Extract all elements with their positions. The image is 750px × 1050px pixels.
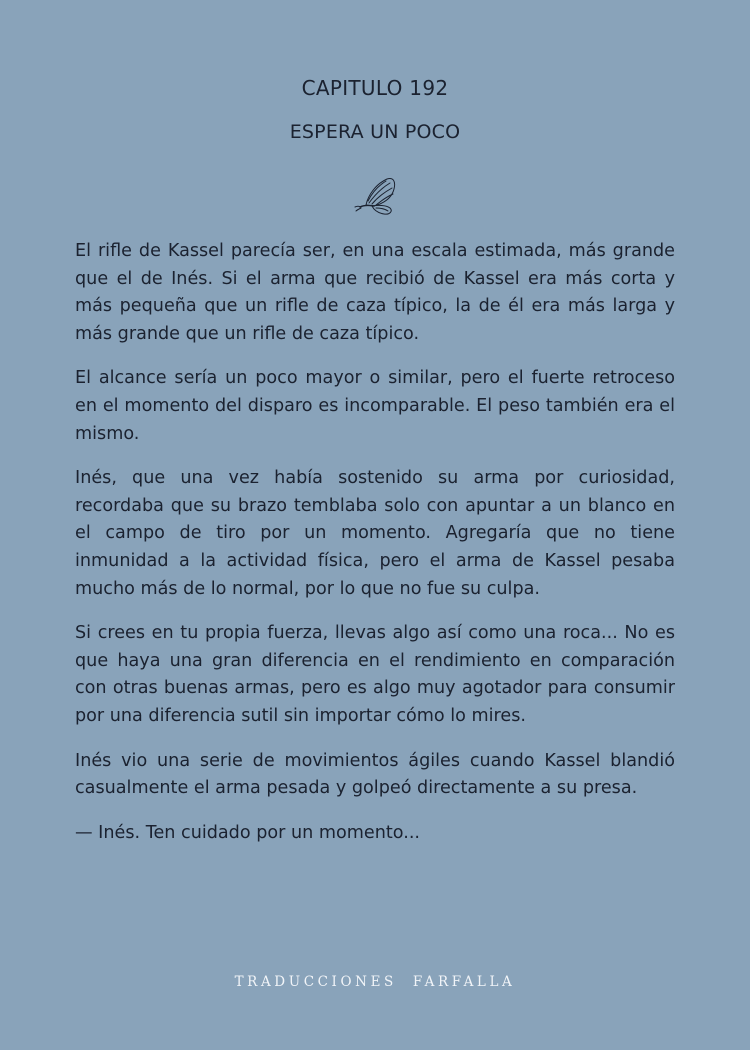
- chapter-body: [75, 238, 675, 864]
- paragraph: Inés, que una vez había sostenido su arma por curiosidad, recordaba que su brazo temblaba solo con apuntar a un blanco en el campo de tiro por un momento. Agregaría que no tiene inmunidad a la actividad física, pero el arma de Kassel pesaba mucho más de lo normal, por lo que no fue su culpa.: [75, 468, 675, 599]
- footer-credit: [0, 974, 750, 990]
- paragraph: El alcance sería un poco mayor o similar, pero el fuerte retroceso en el momento del disparo es incomparable. El peso también era el mismo.: [75, 368, 675, 444]
- butterfly-icon: [352, 175, 398, 217]
- paragraph: El rifle de Kassel parecía ser, en una escala estimada, más grande que el de Inés. Si el arma que recibió de Kassel era más corta y más pequeña que un rifle de caza típico, la de él era más larga y más grande que un rifle de caza típico.: [75, 241, 675, 344]
- paragraph: Inés vio una serie de movimientos ágiles cuando Kassel blandió casualmente el arma pesada y golpeó directamente a su presa.: [75, 750, 675, 799]
- paragraph: Si crees en tu propia fuerza, llevas algo así como una roca... No es que haya una gran diferencia en el rendimiento en comparación con otras buenas armas, pero es algo muy agotador para consumir por una diferencia sutil sin importar cómo lo mires.: [75, 623, 675, 726]
- paragraph: — Inés. Ten cuidado por un momento...: [75, 822, 421, 843]
- footer-word-traducciones: TRADUCCIONES: [234, 974, 397, 990]
- chapter-title: CAPITULO 192: [301, 76, 449, 100]
- chapter-subtitle: ESPERA UN POCO: [289, 121, 461, 143]
- footer-word-farfalla: FARFALLA: [412, 974, 516, 990]
